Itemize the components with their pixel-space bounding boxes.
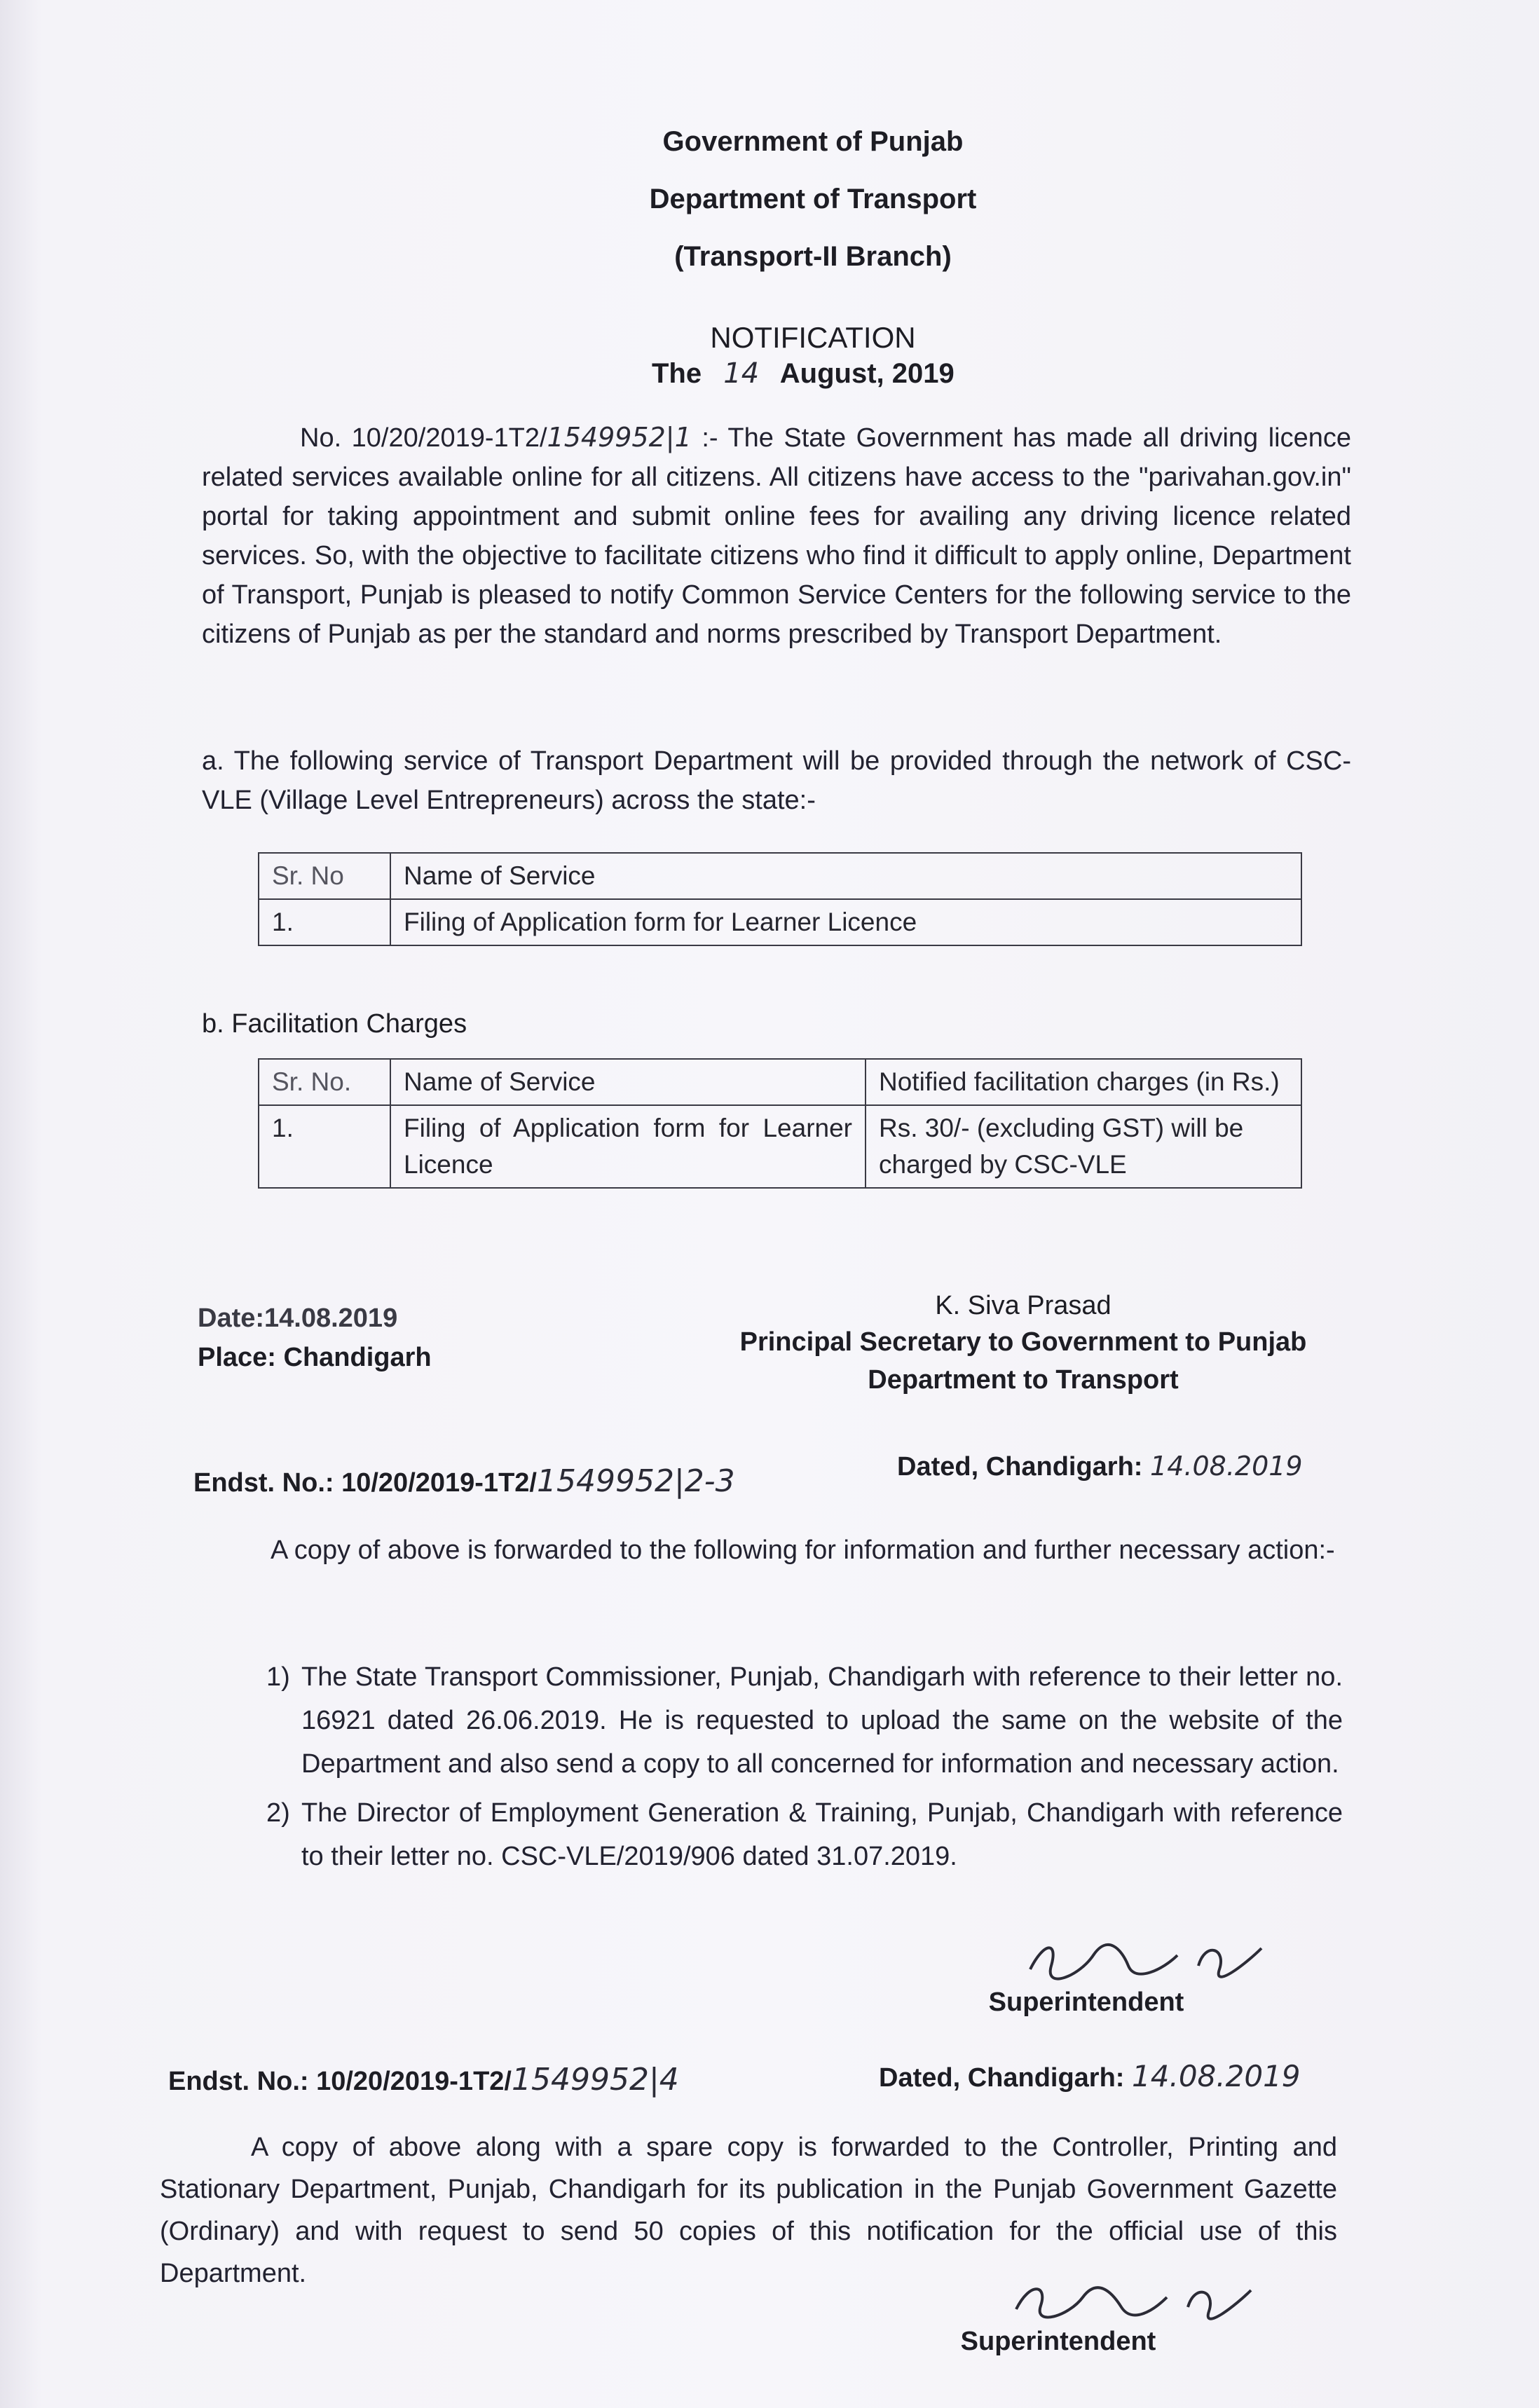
- list-item-text: The State Transport Commissioner, Punjab, Chandigarh with reference to their letter no. 16921 dated 26.06.2019. He is requested to upload the same on the website of the Department and also send a copy to all concerned for information and necessary action.: [301, 1662, 1343, 1779]
- header-department: Department of Transport: [649, 184, 977, 214]
- endorsement-2-dated: [879, 2059, 1301, 2093]
- service-table: [258, 852, 1302, 946]
- notice-paragraph: [202, 418, 1351, 654]
- endorsement-2-dated-label: Dated, Chandigarh:: [879, 2063, 1125, 2093]
- date-prefix: The: [652, 358, 702, 389]
- list-item-number: 1): [266, 1662, 290, 1692]
- notification-title: NOTIFICATION: [710, 321, 916, 354]
- endorsement-1-handwritten: 1549952|2-3: [536, 1463, 735, 1499]
- date-suffix: August, 2019: [779, 358, 955, 389]
- table-cell: 1.: [259, 899, 390, 945]
- endorsement-2-text: A copy of above along with a spare copy is forwarded to the Controller, Printing and Stationary Department, Punjab, Chandigarh for its publication in the Punjab Government Gazette (Ordinary) and with request to send 50 copies of this notification for the official use of this Department.: [160, 2133, 1337, 2288]
- section-a-text: a. The following service of Transport Department will be provided through the network of CSC-VLE (Village Level Entrepreneurs) across the state:-: [202, 746, 1351, 815]
- table-row: [259, 1105, 1301, 1188]
- notice-number-handwritten: 1549952|1: [547, 422, 692, 453]
- section-b-text: b. Facilitation Charges: [202, 1009, 467, 1039]
- endorsement-1-number: [193, 1463, 735, 1499]
- endorsement-1-dated-label: Dated, Chandigarh:: [897, 1452, 1143, 1482]
- endorsement-2-dated-handwritten: 14.08.2019: [1132, 2059, 1301, 2093]
- list-item-text: The Director of Employment Generation & Training, Punjab, Chandigarh with reference to their letter no. CSC-VLE/2019/906 dated 31.07.2019.: [301, 1798, 1343, 1871]
- table-header-cell: Sr. No: [259, 853, 390, 899]
- endorsement-2-prefix: Endst. No.: 10/20/2019-1T2/: [168, 2067, 512, 2096]
- list-item: [266, 1791, 1343, 1878]
- charges-table: [258, 1058, 1302, 1189]
- notice-number: No. 10/20/2019-1T2/: [300, 423, 547, 453]
- signatory-title: Principal Secretary to Government to Punjab: [739, 1327, 1307, 1357]
- signature-2-label: Superintendent: [960, 2327, 1156, 2356]
- signature-2: [1009, 2271, 1261, 2334]
- list-item-number: 2): [266, 1798, 290, 1828]
- endorsement-2-number: [168, 2062, 679, 2098]
- recipient-list: [266, 1655, 1343, 1878]
- endorsement-1-intro: A copy of above is forwarded to the following for information and further necessary action:-: [271, 1535, 1335, 1565]
- table-header-cell: Name of Service: [390, 853, 1301, 899]
- table-cell: Rs. 30/- (excluding GST) will be charged by CSC-VLE: [866, 1105, 1301, 1188]
- service-table-header: [259, 853, 1301, 899]
- table-cell: Filing of Application form for Learner Licence: [390, 899, 1301, 945]
- signatory-name: K. Siva Prasad: [935, 1291, 1112, 1320]
- endorsement-1-prefix: Endst. No.: 10/20/2019-1T2/: [193, 1468, 537, 1498]
- table-header-cell: Notified facilitation charges (in Rs.): [866, 1059, 1301, 1105]
- table-cell: 1.: [259, 1105, 390, 1188]
- endorsement-1-dated-handwritten: 14.08.2019: [1150, 1451, 1303, 1482]
- date-day-handwritten: 14: [723, 357, 760, 390]
- table-cell: Filing of Application form for Learner Licence: [390, 1105, 866, 1188]
- header-branch: (Transport-II Branch): [674, 241, 952, 272]
- signature-1-label: Superintendent: [988, 1988, 1184, 2017]
- signatory-department: Department to Transport: [868, 1365, 1179, 1395]
- table-header-cell: Name of Service: [390, 1059, 866, 1105]
- notice-body: :- The State Government has made all driving licence related services available online for all citizens. All citizens have access to the "parivahan.gov.in" portal for taking appointment and submit online fees for availing any driving licence related services. So, with the objective to facilitate citizens who find it difficult to apply online, Department of Transport, Punjab is pleased to notify Common Service Centers for the following service to the citizens of Punjab as per the standard and norms prescribed by Transport Department.: [202, 423, 1351, 649]
- signoff-place: Place: Chandigarh: [198, 1343, 432, 1372]
- signoff-date: Date:14.08.2019: [198, 1304, 398, 1333]
- notification-date: [652, 357, 955, 390]
- endorsement-1-dated: [897, 1451, 1303, 1482]
- header-government: Government of Punjab: [662, 126, 964, 157]
- signature-1: [1023, 1927, 1275, 1990]
- endorsement-2-handwritten: 1549952|4: [511, 2062, 679, 2098]
- table-row: [259, 899, 1301, 945]
- list-item: [266, 1655, 1343, 1786]
- table-header-cell: Sr. No.: [259, 1059, 390, 1105]
- charges-table-header: [259, 1059, 1301, 1105]
